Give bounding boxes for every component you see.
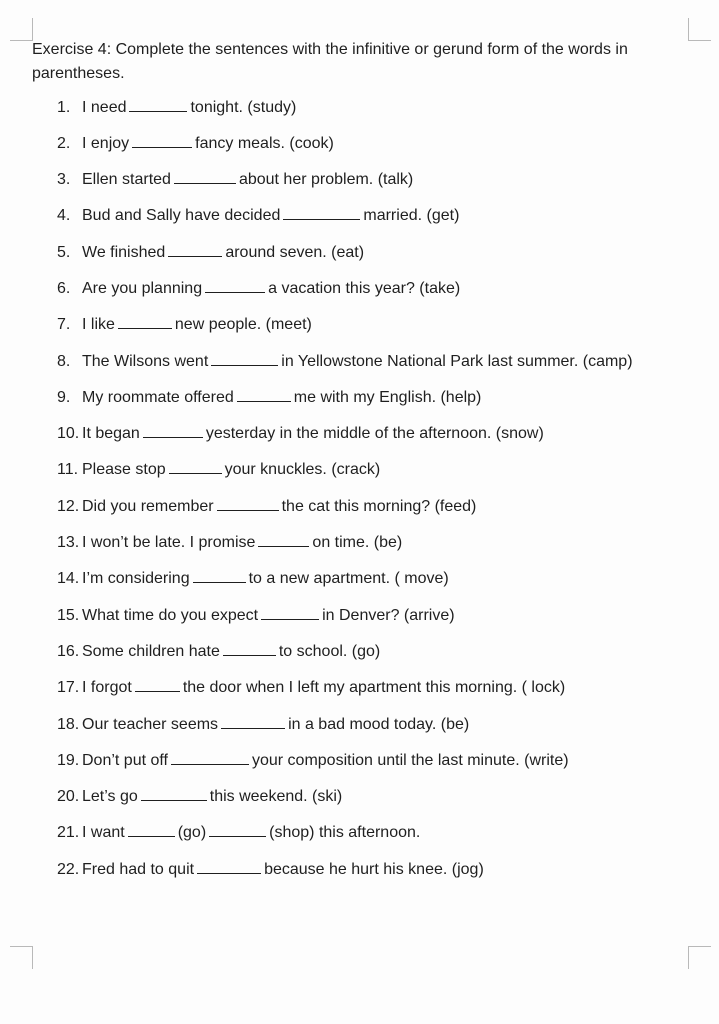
sentence-text: in Yellowstone National Park last summer. (camp) — [281, 353, 633, 370]
sentence-text: I enjoy — [82, 135, 130, 152]
sentence-text: this weekend. (ski) — [209, 788, 343, 805]
answer-blank — [174, 182, 236, 184]
answer-blank — [193, 581, 246, 583]
item-number: 20. — [57, 788, 80, 805]
sentence-text: I like — [82, 316, 115, 333]
exercise-item — [57, 569, 449, 589]
item-number: 12. — [57, 498, 80, 515]
sentence-text: What time do you expect — [82, 607, 259, 624]
exercise-item — [57, 98, 296, 118]
sentence-text: a vacation this year? (take) — [268, 280, 461, 297]
exercise-item — [57, 315, 312, 335]
sentence-text: in a bad mood today. (be) — [288, 716, 470, 733]
answer-blank — [205, 291, 265, 293]
sentence-text: about her problem. (talk) — [238, 171, 414, 188]
answer-blank — [197, 872, 261, 874]
exercise-item — [57, 751, 569, 771]
answer-blank — [261, 618, 319, 620]
answer-blank — [217, 509, 279, 511]
item-number: 17. — [57, 679, 80, 696]
exercise-item — [57, 460, 380, 480]
sentence-text: Some children hate — [82, 643, 220, 660]
sentence-text: I want — [82, 824, 125, 841]
answer-blank — [129, 110, 187, 112]
item-number: 8. — [57, 353, 71, 370]
sentence-text: your composition until the last minute. (write) — [251, 752, 569, 769]
corner-mark-top-left — [10, 18, 33, 41]
exercise-item — [57, 860, 484, 880]
sentence-text: yesterday in the middle of the afternoon. (snow) — [205, 425, 544, 442]
exercise-item — [57, 678, 565, 698]
sentence-text: around seven. (eat) — [225, 244, 365, 261]
sentence-text: I need — [82, 99, 127, 116]
item-number: 10. — [57, 425, 80, 442]
answer-blank — [211, 364, 278, 366]
exercise-item — [57, 388, 481, 408]
item-number: 5. — [57, 244, 71, 261]
exercise-item — [57, 715, 469, 735]
item-number: 1. — [57, 99, 71, 116]
answer-blank — [169, 472, 222, 474]
answer-blank — [223, 654, 276, 656]
sentence-text: Ellen started — [82, 171, 171, 188]
answer-blank — [118, 327, 172, 329]
sentence-text: on time. (be) — [312, 534, 403, 551]
sentence-text: Our teacher seems — [82, 716, 219, 733]
exercise-item — [57, 243, 364, 263]
exercise-instructions: Exercise 4: Complete the sentences with the infinitive or gerund form of the words in parentheses. — [32, 41, 628, 82]
sentence-text: (go) — [177, 824, 207, 841]
exercise-item — [57, 206, 459, 226]
item-number: 7. — [57, 316, 71, 333]
sentence-text: to school. (go) — [278, 643, 381, 660]
sentence-text: The Wilsons went — [82, 353, 209, 370]
sentence-text: (shop) this afternoon. — [269, 824, 421, 841]
answer-blank — [209, 835, 266, 837]
answer-blank — [237, 400, 291, 402]
sentence-text: I forgot — [82, 679, 132, 696]
sentence-text: to a new apartment. ( move) — [248, 570, 449, 587]
exercise-item — [57, 134, 334, 154]
sentence-text: in Denver? (arrive) — [322, 607, 455, 624]
sentence-text: me with my English. (help) — [293, 389, 482, 406]
corner-mark-bottom-left — [10, 946, 33, 969]
item-number: 18. — [57, 716, 80, 733]
item-number: 3. — [57, 171, 71, 188]
sentence-text: Fred had to quit — [82, 861, 195, 878]
sentence-text: It began — [82, 425, 140, 442]
item-number: 19. — [57, 752, 80, 769]
exercise-item — [57, 279, 460, 299]
answer-blank — [143, 436, 203, 438]
item-number: 2. — [57, 135, 71, 152]
exercise-item — [57, 424, 544, 444]
sentence-text: the door when I left my apartment this morning. ( lock) — [182, 679, 566, 696]
exercise-item — [57, 533, 402, 553]
exercise-item — [57, 787, 342, 807]
item-number: 11. — [57, 461, 79, 478]
sentence-text: Are you planning — [82, 280, 203, 297]
item-number: 16. — [57, 643, 80, 660]
item-number: 4. — [57, 207, 71, 224]
answer-blank — [168, 255, 222, 257]
item-number: 21. — [57, 824, 80, 841]
item-number: 13. — [57, 534, 80, 551]
exercise-item — [57, 170, 413, 190]
item-number: 9. — [57, 389, 71, 406]
exercise-item — [57, 352, 633, 372]
answer-blank — [258, 545, 309, 547]
answer-blank — [283, 218, 360, 220]
sentence-text: fancy meals. (cook) — [195, 135, 334, 152]
sentence-text: tonight. (study) — [190, 99, 297, 116]
item-number: 6. — [57, 280, 71, 297]
sentence-text: Did you remember — [82, 498, 214, 515]
answer-blank — [141, 799, 207, 801]
exercise-item — [57, 823, 420, 843]
sentence-text: new people. (meet) — [174, 316, 312, 333]
sentence-text: Don’t put off — [82, 752, 168, 769]
exercise-item — [57, 606, 455, 626]
answer-blank — [221, 727, 285, 729]
sentence-text: Bud and Sally have decided — [82, 207, 281, 224]
sentence-text: I won’t be late. I promise — [82, 534, 256, 551]
sentence-text: the cat this morning? (feed) — [281, 498, 477, 515]
item-number: 22. — [57, 861, 80, 878]
item-number: 14. — [57, 570, 80, 587]
sentence-text: My roommate offered — [82, 389, 234, 406]
sentence-text: Let’s go — [82, 788, 138, 805]
sentence-text: We finished — [82, 244, 166, 261]
corner-mark-top-right — [688, 18, 711, 41]
exercise-item — [57, 642, 380, 662]
answer-blank — [132, 146, 192, 148]
exercise-item — [57, 497, 476, 517]
sentence-text: Please stop — [82, 461, 166, 478]
answer-blank — [135, 690, 180, 692]
sentence-text: because he hurt his knee. (jog) — [264, 861, 484, 878]
item-number: 15. — [57, 607, 80, 624]
corner-mark-bottom-right — [688, 946, 711, 969]
sentence-text: I’m considering — [82, 570, 190, 587]
sentence-text: your knuckles. (crack) — [224, 461, 381, 478]
sentence-text: married. (get) — [363, 207, 460, 224]
answer-blank — [171, 763, 249, 765]
answer-blank — [128, 835, 175, 837]
